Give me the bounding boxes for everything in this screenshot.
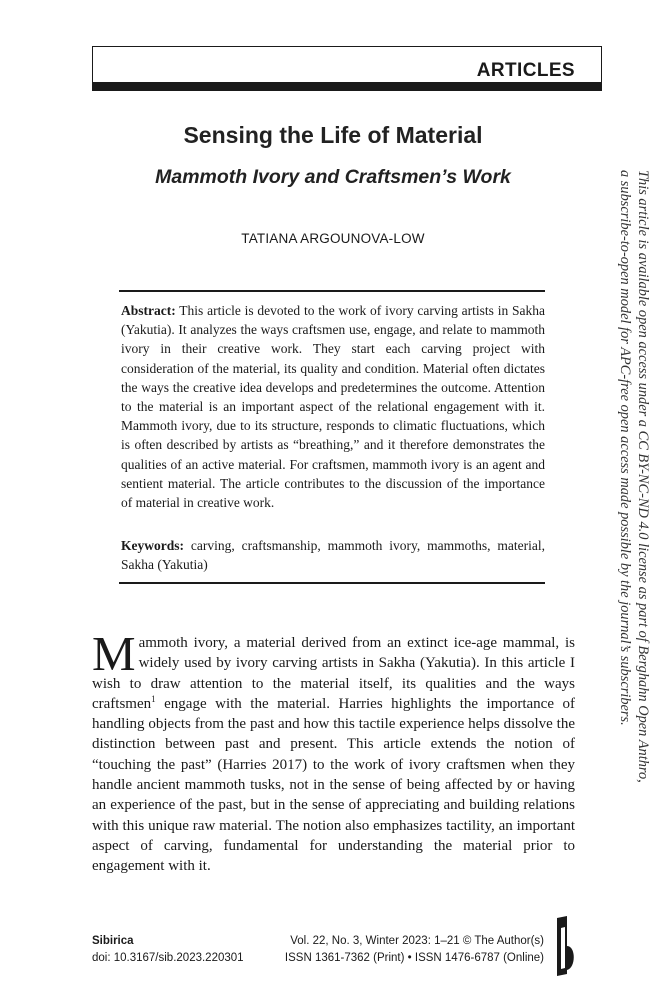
issn-info: ISSN 1361-7362 (Print) • ISSN 1476-6787 (Online) (284, 952, 544, 964)
body-text-part-2: engage with the material. Harries highlights the importance of handling objects from the past and how this tactile experience helps dissolve the distinction between past and present. This article extends the notion of “touching the past” (Harries 2017) to the work of ivory craftsmen when they handle ancient mammoth tusks, not in the sense of being affected by or having an experience of the past, but in the sense of appreciating and building relations with this unique raw material. The notion also emphasizes tactility, an important aspect of carving, fundamental for understanding the material prior to engagement with it. (92, 695, 575, 875)
keywords-text: carving, craftsmanship, mammoth ivory, mammoths, material, Sakha (Yakutia) (121, 538, 545, 573)
article-subtitle: Mammoth Ivory and Craftsmen’s Work (155, 166, 511, 188)
keywords-label: Keywords: (121, 538, 184, 553)
license-line-1: This article is available open access under a CC BY-NC-ND 4.0 license as part of Berghahn Open Anthro, (635, 170, 651, 783)
abstract-label: Abstract: (121, 303, 176, 318)
abstract (121, 301, 545, 512)
journal-name: Sibirica (92, 935, 134, 947)
footer-right (260, 933, 544, 967)
doi[interactable]: doi: 10.3167/sib.2023.220301 (92, 952, 244, 964)
article-title: Sensing the Life of Material (183, 122, 483, 148)
berghahn-b-logo-icon (553, 916, 575, 976)
abstract-bottom-rule (119, 582, 545, 584)
body-paragraph (92, 626, 575, 877)
footnote-marker[interactable]: 1 (151, 693, 156, 704)
footer-left (92, 933, 244, 967)
article-author: TATIANA ARGOUNOVA-LOW (241, 231, 425, 246)
volume-info: Vol. 22, No. 3, Winter 2023: 1–21 © The Author(s) (290, 935, 544, 947)
abstract-text: This article is devoted to the work of ivory carving artists in Sakha (Yakutia). It analyzes the ways craftsmen use, engage, and relate to mammoth ivory in their creative work. They start each carving project with consideration of the material, its quality and condition. Material often dictates the ways the creative idea develops and predetermines the outcome. Attention to the material is an important aspect of the relational engagement with it. Mammoth ivory, due to its structure, responds to climatic fluctuations, which is often described by artists as “breathing,” and it therefore demonstrates the qualities of an active material. For craftsmen, mammoth ivory is an agent and sentient material. The article contributes to the discussion of the importance of material in creative work. (121, 303, 545, 511)
body-text-part-1: ammoth ivory, a material derived from an extinct ice-age mammal, is widely used by ivory carving artists in Sakha (Yakutia). In this article I wish to draw attention to the material itself, its qualities and the ways craftsmen (92, 635, 575, 712)
header-bar (92, 82, 602, 91)
drop-cap: M (92, 626, 136, 681)
license-side-note (612, 170, 652, 830)
abstract-top-rule (119, 290, 545, 292)
keywords (121, 536, 545, 574)
section-label: ARTICLES (471, 61, 575, 81)
license-line-2: a subscribe-to-open model for APC-free open access made possible by the journal’s subscribers. (617, 170, 633, 726)
